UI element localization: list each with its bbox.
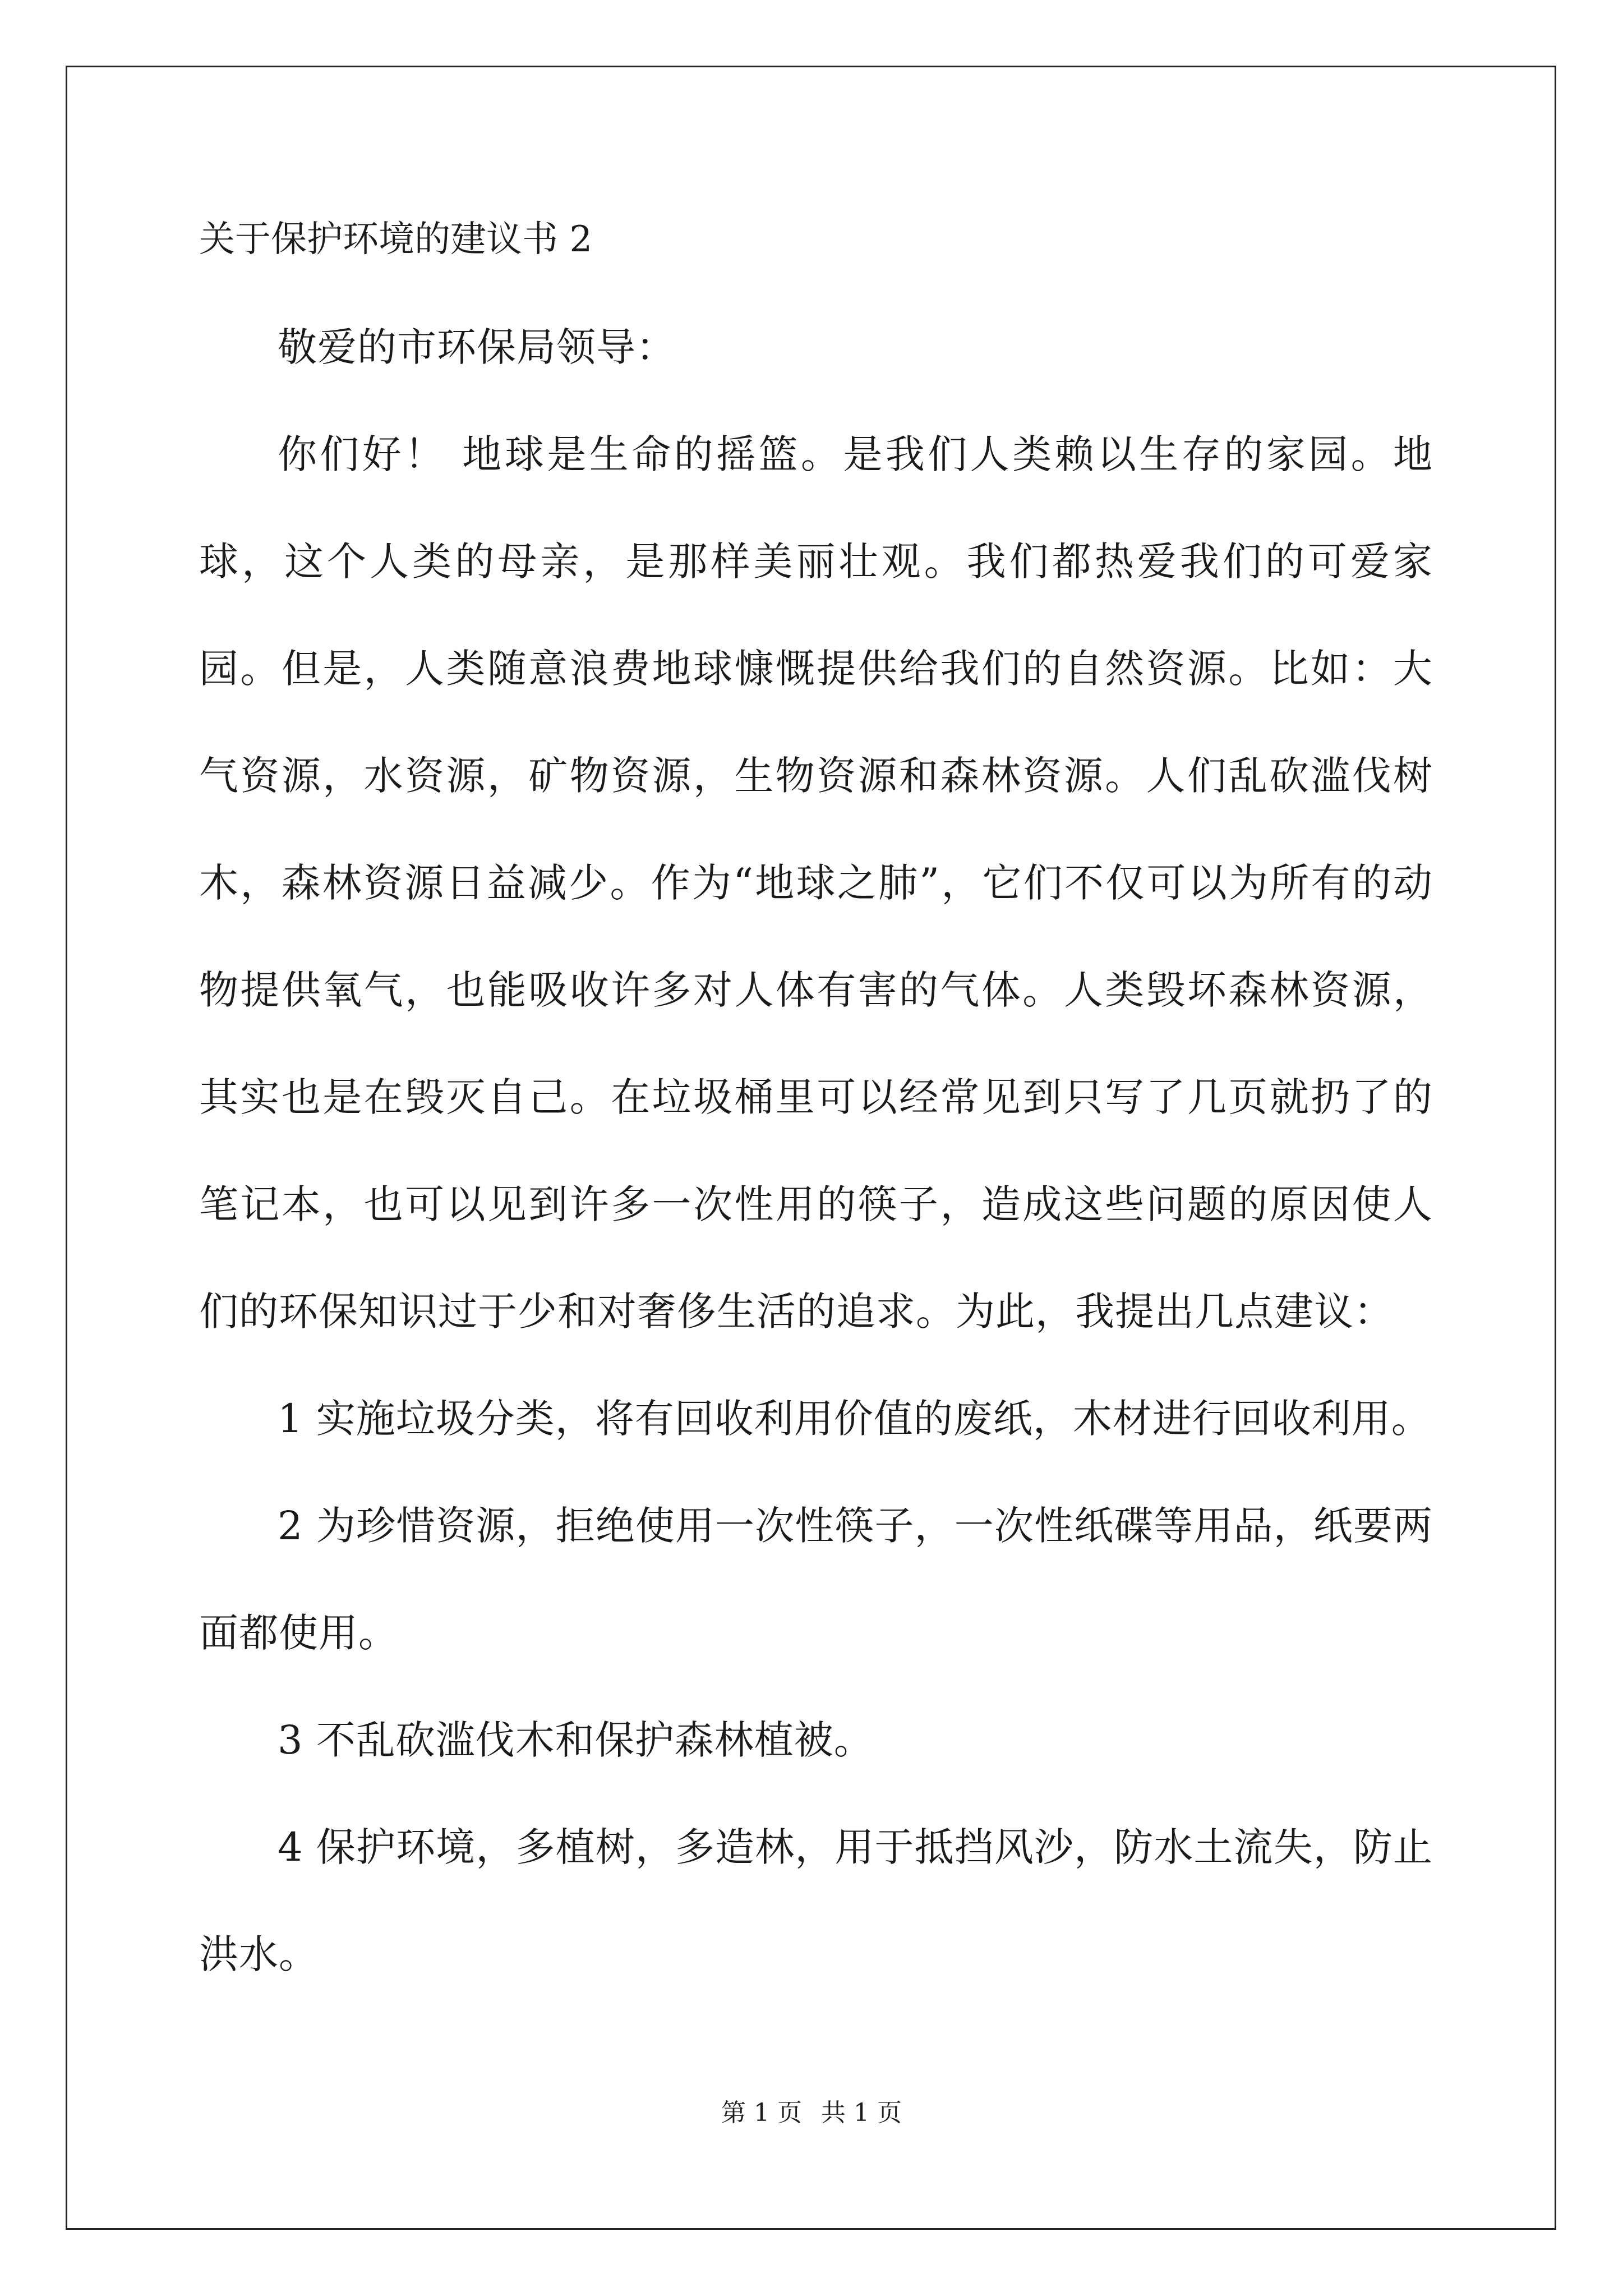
page-total: 共 1 页 (821, 2099, 902, 2127)
salutation: 敬爱的市环保局领导： (278, 324, 676, 370)
page-footer (0, 2101, 1623, 2125)
suggestion-3: 3 不乱砍滥伐木和保护森林植被。 (278, 1717, 874, 1763)
suggestion-4: 4 保护环境，多植树，多造林，用于抵挡风沙，防水土流失，防止洪水。 (199, 1824, 1433, 1977)
suggestion-2: 2 为珍惜资源，拒绝使用一次性筷子，一次性纸碟等用品，纸要两面都使用。 (199, 1503, 1433, 1656)
suggestion-1: 1 实施垃圾分类，将有回收利用价值的废纸，木材进行回收利用。 (278, 1396, 1431, 1442)
page-number: 第 1 页 (721, 2099, 802, 2127)
paragraph-intro: 你们好！ 地球是生命的摇篮。是我们人类赖以生存的家园。地球，这个人类的母亲，是那样美丽壮观。我们都热爱我们的可爱家园。但是，人类随意浪费地球慷慨提供给我们的自然资源。比如：大气资源，水资源，矿物资源，生物资源和森林资源。人们乱砍滥伐树木，森林资源日益减少。作为“地球之肺”，它们不仅可以为所有的动物提供氧气，也能吸收许多对人体有害的气体。人类毁坏森林资源，其实也是在毁灭自己。在垃圾桶里可以经常见到只写了几页就扔了的笔记本，也可以见到许多一次性用的筷子，造成这些问题的原因使人们的环保知识过于少和对奢侈生活的追求。为此，我提出几点建议： (199, 431, 1433, 1335)
document-body (199, 219, 1433, 2008)
document-title: 关于保护环境的建议书 2 (199, 219, 593, 260)
